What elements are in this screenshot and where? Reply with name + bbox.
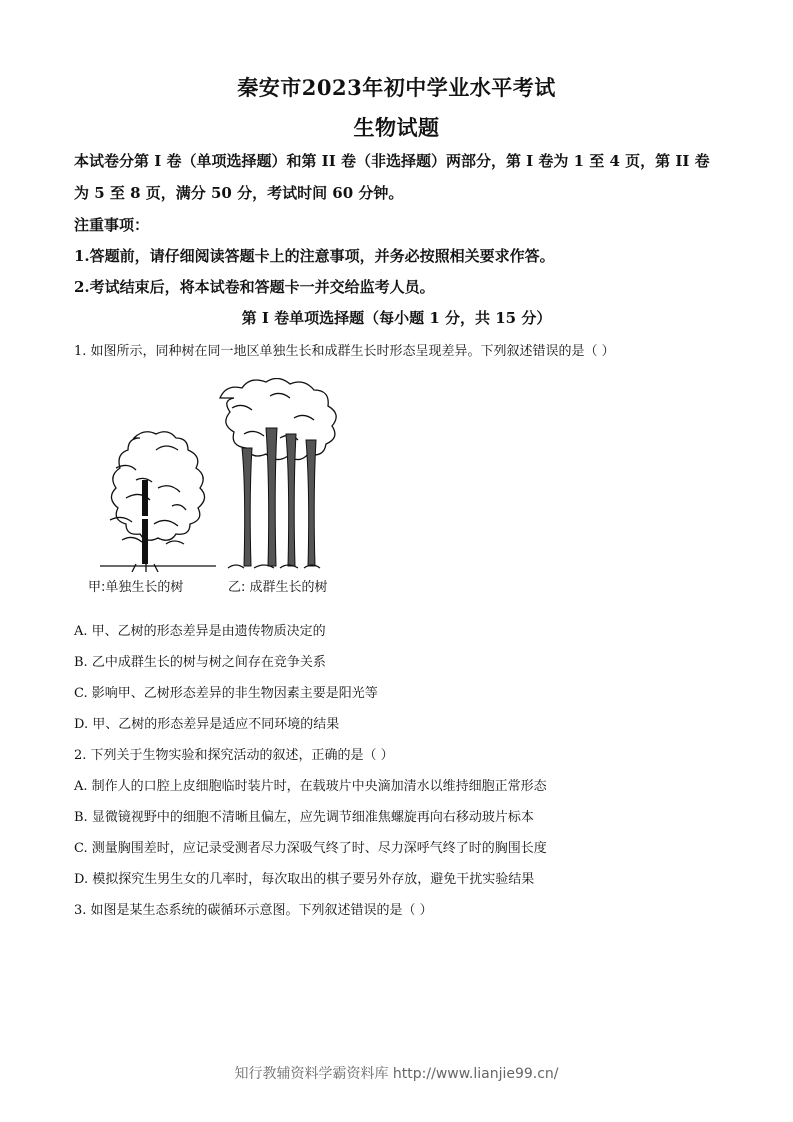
question-1-option-a: A. 甲、乙树的形态差异是由遗传物质决定的 bbox=[74, 624, 326, 639]
figure-caption-single: 甲:单独生长的树 bbox=[88, 580, 184, 595]
question-2-option-d: D. 模拟探究生男生女的几率时，每次取出的棋子要另外存放，避免干扰实验结果 bbox=[74, 872, 535, 887]
question-2-option-a: A. 制作人的口腔上皮细胞临时装片时，在载玻片中央滴加清水以维持细胞正常形态 bbox=[74, 779, 547, 794]
section-title: 第 I 卷单项选择题（每小题 1 分，共 15 分） bbox=[241, 309, 552, 327]
note-item-1: 1.答题前，请仔细阅读答题卡上的注意事项，并务必按照相关要求作答。 bbox=[74, 247, 555, 265]
question-2-option-c: C. 测量胸围差时，应记录受测者尽力深吸气终了时、尽力深呼气终了时的胸围长度 bbox=[74, 841, 547, 856]
page-subtitle: 生物试题 bbox=[353, 115, 440, 140]
question-1-option-d: D. 甲、乙树的形态差异是适应不同环境的结果 bbox=[74, 717, 340, 732]
question-1-option-c: C. 影响甲、乙树形态差异的非生物因素主要是阳光等 bbox=[74, 686, 378, 701]
intro-line-2: 为 5 至 8 页，满分 50 分，考试时间 60 分钟。 bbox=[74, 184, 404, 202]
question-2-stem: 2. 下列关于生物实验和探究活动的叙述，正确的是（ ） bbox=[74, 748, 394, 763]
notes-heading: 注重事项： bbox=[74, 216, 150, 234]
question-3-stem: 3. 如图是某生态系统的碳循环示意图。下列叙述错误的是（ ） bbox=[74, 903, 433, 918]
intro-line-1: 本试卷分第 I 卷（单项选择题）和第 II 卷（非选择题）两部分，第 I 卷为 1 至 4 页，第 II 卷 bbox=[74, 152, 710, 170]
question-1-stem: 1. 如图所示，同种树在同一地区单独生长和成群生长时形态呈现差异。下列叙述错误的是（ ） bbox=[74, 344, 615, 359]
page-footer: 知行教辅资料学霸资料库 http://www.lianjie99.cn/ bbox=[234, 1066, 559, 1082]
tree-group-illustration bbox=[214, 378, 344, 576]
question-1-option-b: B. 乙中成群生长的树与树之间存在竞争关系 bbox=[74, 655, 326, 670]
tree-single-illustration bbox=[96, 428, 220, 576]
page-title: 秦安市2023年初中学业水平考试 bbox=[237, 75, 556, 100]
figure-caption-group: 乙: 成群生长的树 bbox=[228, 580, 328, 595]
note-item-2: 2.考试结束后，将本试卷和答题卡一并交给监考人员。 bbox=[74, 278, 435, 296]
question-2-option-b: B. 显微镜视野中的细胞不清晰且偏左，应先调节细准焦螺旋再向右移动玻片标本 bbox=[74, 810, 534, 825]
